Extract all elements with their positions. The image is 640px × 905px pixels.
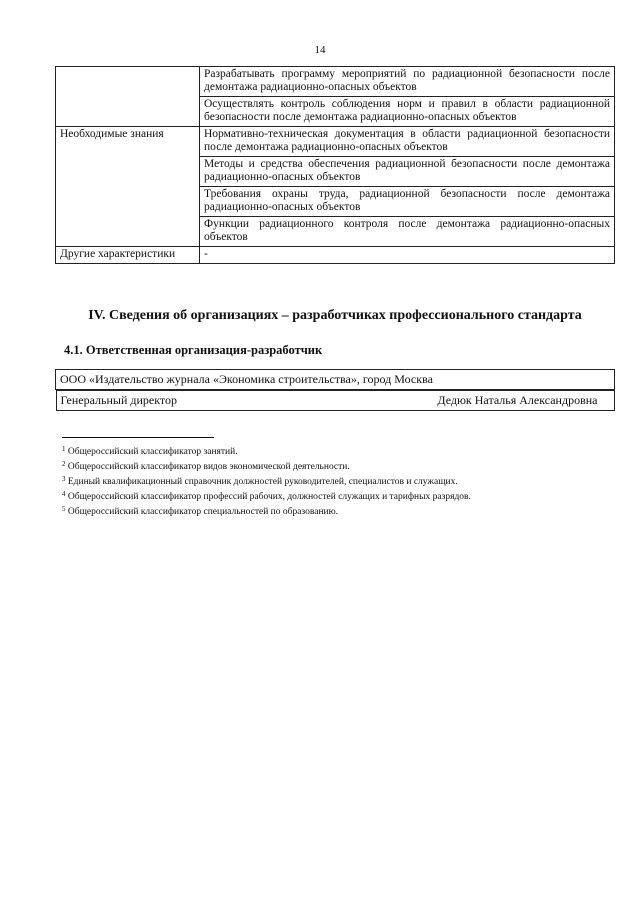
footnote: $^5$ Общероссийский классификатор специальностей по образованию. [62,505,339,517]
footnote-divider [62,437,214,438]
table-row [56,390,615,412]
footnotes [62,443,622,518]
skill-text: Осуществлять контроль соблюдения норм и правил в области радиационной безопасности после демонтажа радиационно-опасных объектов [200,97,615,127]
qualification-table [55,66,615,264]
organization-table [55,369,615,411]
knowledge-text: Нормативно-техническая документация в области радиационной безопасности после демонтажа радиационно-опасных объектов [200,127,615,157]
organization-name: ООО «Издательство журнала «Экономика строительства», город Москва [56,370,615,390]
other-characteristics-value: - [200,247,615,264]
section-title: IV. Сведения об организациях – разработчиках профессионального стандарта [88,308,582,323]
table-row [56,247,615,264]
footnote: $^4$ Общероссийский классификатор профессий рабочих, должностей служащих и тарифных разрядов. [62,490,471,502]
table-row [56,370,615,390]
director-name: Дедюк Наталья Александровна [437,393,598,407]
director-position: Генеральный директор [60,393,178,407]
other-characteristics-label: Другие характеристики [56,247,200,264]
director-cell [56,390,615,411]
footnote: $^3$ Единый квалификационный справочник должностей руководителей, специалистов и служащих. [62,475,458,487]
knowledge-text: Функции радиационного контроля после демонтажа радиационно-опасных объектов [200,217,615,247]
skill-text: Разрабатывать программу мероприятий по радиационной безопасности после демонтажа радиационно-опасных объектов [200,67,615,97]
table-row [56,127,615,157]
table-row [56,67,615,97]
subsection-title: 4.1. Ответственная организация-разработчик [64,343,323,357]
knowledge-text: Методы и средства обеспечения радиационной безопасности после демонтажа радиационно-опасных объектов [200,157,615,187]
page-number: 14 [314,44,326,56]
footnote: $^2$ Общероссийский классификатор видов экономической деятельности. [62,460,350,472]
knowledge-label: Необходимые знания [56,127,200,247]
footnote: $^1$ Общероссийский классификатор занятий. [62,445,238,457]
empty-label-cell [56,67,200,127]
knowledge-text: Требования охраны труда, радиационной безопасности после демонтажа радиационно-опасных объектов [200,187,615,217]
